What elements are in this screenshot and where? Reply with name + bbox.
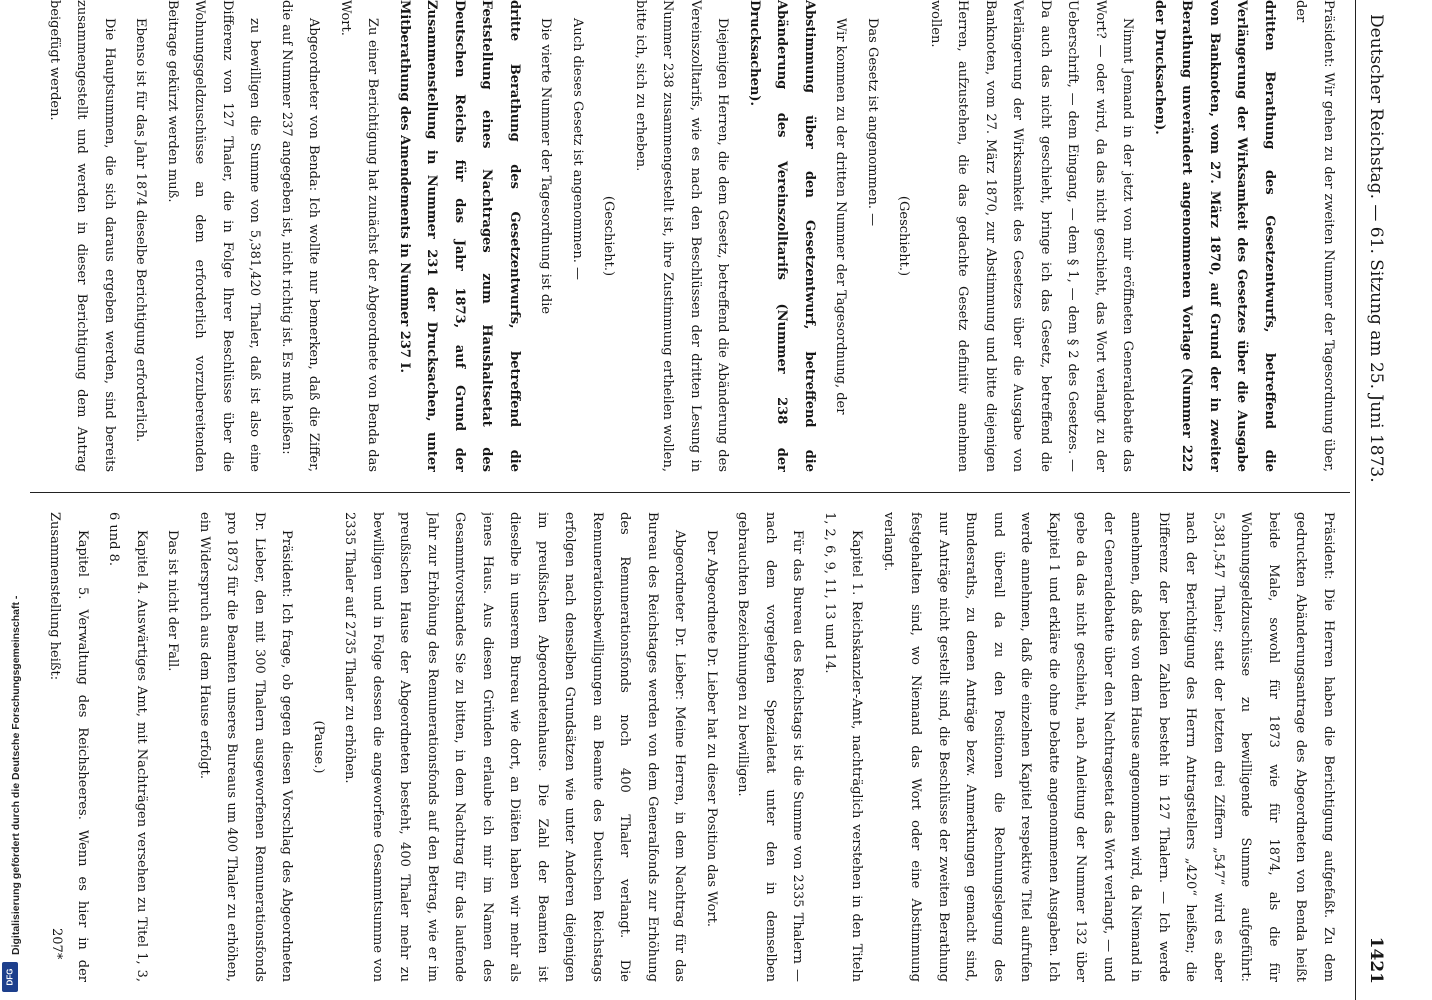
paragraph: Präsident: Ich frage, ob gegen diesen Vorschlag des Abgeordneten Dr. Lieber, den mit 300 Thalern ausgeworfenen Remunerationsfonds pro 1873 für die Beamten unseres Bureaus um 400 Thaler zu erhöhen, ein Widerspruch aus dem Hause erfolgt. [197, 512, 295, 982]
page-signature: 207* [49, 928, 64, 960]
digitization-credit-bar [0, 0, 20, 1000]
paragraph: Der Abgeordnete Dr. Lieber hat zu dieser Position das Wort. [704, 530, 719, 928]
paragraph: (Geschieht.) [601, 195, 617, 277]
paragraph: Abgeordneter Dr. Lieber: Meine Herren, in dem Nachtrag für das Bureau des Reichstages werden von dem Generalfonds zur Erhöhung des Remunerationsfonds noch 400 Thaler verlangt. Die Remunerationsbewilligungen an Beamte des Deutschen Reichstags erfolgen nach denselben Grundsätzen wie unter Anderen diejenigen im preußischen Abgeordnetenhause. Die Zahl der Beamten ist dieselbe in unserem Bureau wie dort, an Diäten haben wir mehr als jenes Haus. Aus diesen Gründen erlaube ich mir im Namen des Gesammtvorstandes Sie zu bitten, in dem Nachtrag für das laufende Jahr zur Erhöhung des Remunerationsfonds auf den Betrag, wie er im preußischen Hause der Abgeordneten besteht, 400 Thaler mehr zu bewilligen und in Folge dessen die angeworfene Gesammtsumme von 2335 Thaler auf 2735 Thaler zu erhöhen. [342, 512, 688, 982]
scanned-page [20, 0, 1400, 1000]
paragraph: (Pause.) [311, 720, 326, 774]
paragraph: Auch dieses Gesetz ist angenommen. — [570, 18, 585, 281]
paragraph: Diejenigen Herren, die dem Gesetz, betreffend die Abänderung des Vereinszolltarifs, wie es nach den Beschlüssen der dritten Lesung in Nummer 238 zusammengestellt ist, ihre Zustimmung ertheilen wollen, bitte ich, sich zu erheben. [633, 0, 731, 472]
paragraph: Kapitel 5. Verwaltung des Reichsheeres. Wenn es hier in der Zusammenstellung heißt: [47, 512, 90, 982]
paragraph: (Geschieht.) [896, 195, 912, 277]
paragraph: Ebenso ist für das Jahr 1874 dieselbe Berichtigung erforderlich. [133, 18, 149, 443]
running-title: Deutscher Reichstag. — 61. Sitzung am 25. Juni 1873. [1366, 14, 1386, 483]
paragraph: Zu einer Berichtigung hat zunächst der Abgeordnete von Benda das Wort. [338, 0, 381, 472]
column-divider [30, 492, 1350, 493]
paragraph: Die vierte Nummer der Tagesordnung ist die [538, 18, 554, 315]
right-text-column [42, 512, 1342, 982]
paragraph: dritten Berathung des Gesetzentwurfs, betreffend die Verlängerung der Wirksamkeit des Gesetzes über die Ausgabe von Banknoten, vom 27. März 1870, auf Grund der in zweiter Berathung unverändert angenommenen Vorlage (Nummer 222 der Drucksachen). [1152, 0, 1277, 472]
page-number: 1421 [1366, 936, 1386, 984]
paragraph: Präsident: Wir gehen zu der zweiten Nummer der Tagesordnung über, der [1293, 0, 1336, 472]
paragraph: Abstimmung über den Gesetzentwurf, betreffend die Abänderung des Vereinszolltarifs (Nummer 238 der Drucksachen). [747, 0, 817, 472]
paragraph: Abgeordneter von Benda: Ich wollte nur bemerken, daß die Ziffer, die auf Nummer 237 angegeben ist, nicht richtig ist. Es muß heißen: [279, 0, 322, 472]
dfg-logo-icon: DFG [2, 962, 18, 992]
paragraph: Nimmt Jemand in der jetzt von mir eröffneten Generaldebatte das Wort? — oder wird, da das nicht geschieht, das Wort verlangt zu der Ueberschrift, — dem Eingang, — dem § 1, — dem § 2 des Gesetzes. — Da auch das nicht geschieht, bringe ich das Gesetz, betreffend die Verlängerung der Wirksamkeit des Gesetzes über die Ausgabe von Banknoten, vom 27. März 1870, zur Abstimmung und bitte diejenigen Herren, aufzustehen, die das gedachte Gesetz definitiv annehmen wollen. [928, 0, 1136, 472]
left-text-column [42, 0, 1342, 472]
paragraph: Kapitel 4. Auswärtiges Amt, mit Nachträgen versehen zu Titel 1, 3, 6 und 8. [106, 512, 149, 982]
digitization-credit: Digitalisierung gefördert durch die Deutsche Forschungsgemeinschaft - [10, 595, 22, 955]
paragraph: Das ist nicht der Fall. [165, 530, 181, 672]
paragraph: Kapitel 1. Reichskanzler-Amt, nachträglich verstehen in den Titeln 1, 2, 6, 9, 11, 13 und 14. [822, 512, 865, 982]
paragraph: Das Gesetz ist angenommen. — [865, 18, 880, 227]
paragraph: dritte Berathung des Gesetzentwurfs, betreffend die Feststellung eines Nachtrages zum Haushaltsetat des Deutschen Reichs für das Jahr 1873, auf Grund der Zusammenstellung in Nummer 231 der Drucksachen, unter Mitberathung des Amendements in Nummer 237 I. [397, 0, 522, 472]
paragraph: Präsident: Die Herren haben die Berichtigung aufgefaßt. Zu dem gedruckten Abänderungsantrage des Abgeordneten von Benda heißt beide Male, sowohl für 1873 wie für 1874, als die für Wohnungsgeldzuschüsse zu bewilligende Summe aufgeführt: 5,381,547 Thaler; statt der letzten drei Ziffern „547“ wird es aber nach der Berichtigung des Herrn Antragstellers „420“ heißen; die Differenz der beiden Zahlen besteht in 127 Thalern. — Ich werde annehmen, daß das von dem Hause angenommen wird, da Niemand in der Generaldebatte über den Nachtragsetat das Wort verlangt, — und gebe da das nicht geschieht, nach Anleitung der Nummer 132 über Kapitel 1 und erkläre die ohne Debatte angenommenen Ausgaben. Ich werde annehmen, daß die einzelnen Kapitel respektive Titel aufrufen und überall da zu den Positionen die Rechnungslegung des Bundesraths, zu denen Anträge bezw. Anmerkungen gemacht sind, nur Anträge nicht gestellt sind, die Beschlüsse der zweiten Berathung festgehalten sind, wo Niemand das Wort oder eine Abstimmung verlangt. [881, 512, 1336, 982]
paragraph: zu bewilligen die Summe von 5,381,420 Thaler, daß ist also eine Differenz von 127 Thaler, die in Folge Ihrer Beschlüsse über die Wohnungsgeldzuschüsse an dem erforderlich vorzubereitenden Beitrage gekürzt werden muß. [165, 0, 263, 472]
paragraph: Wir kommen zu der dritten Nummer der Tagesordnung, der [833, 18, 849, 415]
paragraph: Die Hauptsummen, die sich daraus ergeben werden, sind bereits zusammengestellt und werden in dieser Berichtigung dem Antrag beigefügt werden. [47, 0, 117, 472]
page-header [1355, 0, 1400, 1000]
paragraph: Für das Bureau des Reichstags ist die Summe von 2335 Thalern — nach dem vorgelegten Spezialetat unter den in demselben gebrauchten Bezeichnungen zu bewilligen. [735, 512, 806, 982]
